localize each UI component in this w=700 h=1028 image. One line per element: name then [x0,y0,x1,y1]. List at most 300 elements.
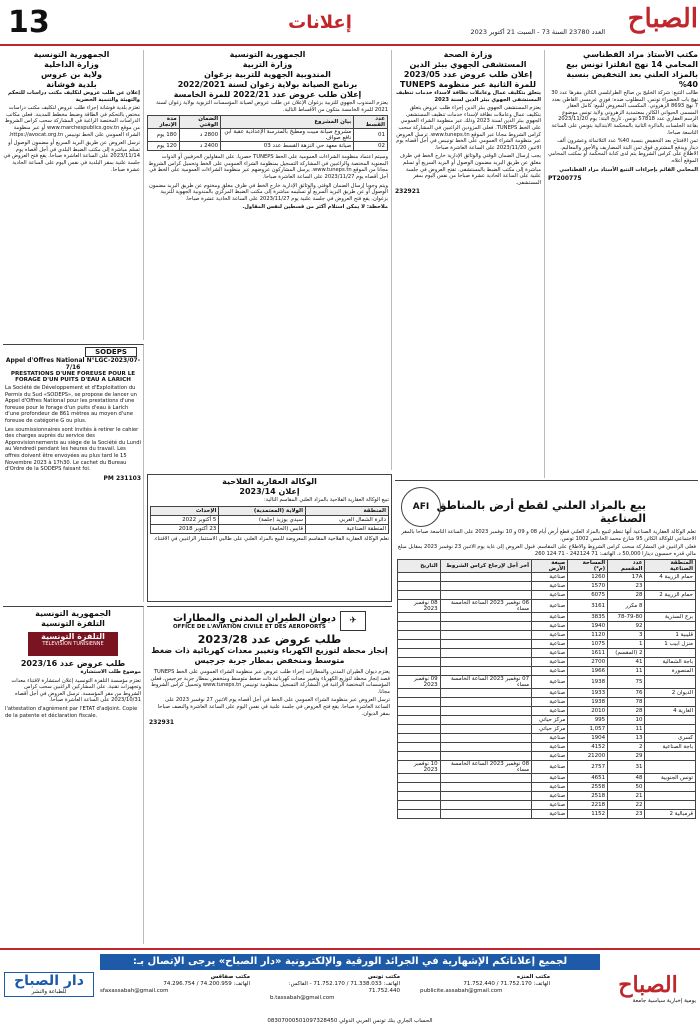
governorate: ولاية بن عروس [40,70,102,79]
table-cell: دائرة الشمال الغربي [305,515,388,524]
table-row [398,631,696,640]
organization: المستشفى الجهوي ببئر الدين [409,60,527,69]
ad-subtitle: يتعلق بتكليف عمال وعاملات نظافة لاسداء خدمات تنظيف المستشفى الجهوي ببئر الدين لسنة 2023 [396,90,541,103]
table-header: بيان المشروع [221,116,354,129]
afi-logo [401,487,441,527]
table-cell [398,752,441,761]
table-cell: 23 [608,810,645,819]
table-cell: صناعية [532,658,568,667]
table-cell: 22 [608,801,645,810]
table-cell [440,743,531,752]
table-cell: 1940 [568,622,608,631]
ad-title: بيع بالمزاد العلني لقطع أرض بالمناطق الصناعية [436,499,646,525]
table-cell: 1966 [568,667,608,676]
ad-ref: 232931 [149,719,175,727]
table-cell [398,698,441,707]
table-cell: صناعية [532,689,568,698]
table-row [398,600,696,613]
table-cell: مركز حياتي [532,716,568,725]
table-cell: 1260 [568,573,608,582]
footer-logo [600,972,696,1005]
table-cell [440,783,531,792]
oaca-tender-ad [147,606,392,944]
table-row [398,591,696,600]
table-cell: 23 [608,582,645,591]
lawyer-auction-ad [548,50,698,478]
table-row [398,774,696,783]
table-cell: الديوان 2 [645,689,696,698]
table-row [148,142,388,151]
ministry: وزارة الصحة [443,50,493,59]
ad-subtitle: إنجاز محطة لتوزيع الكهرباء وتغيير معدات كهربائية ذات ضغط متوسط ومنخفض بمطار جربة جرجيس [151,646,388,665]
ad-body: وسيتم اعتماد منظومة الشراءات العمومية على الخط TUNEPS حصريا. على المقاولين الحرفيين أو الذوات المعنوية المختصة والراغبين في المشاركة التسجيل بمنظومة الشراء العمومي على الخط وتحميل كراس الشروط مجانا من الموقع www.tuneps.tn. يرسل المشاركون عروضهم عبر منظومة الشراءات العمومية على الخط في أجل أقصاه يوم 2023/11/27 على الساعة العاشرة صباحا. [148,154,388,180]
office-title: مكتب تونس [368,974,400,980]
table-cell: 2218 [568,801,608,810]
table-cell: 1120 [568,631,608,640]
table-cell: 4651 [568,774,608,783]
table-cell [645,676,696,689]
ad-body: تعتزم مؤسسة التلفزة التونسية إعلان استشارة لاقتناء معدات وتجهيزات تقنية. على المشاركين الراغبين سحب كراس الشروط من مقر المؤسسة. ترسل العروض في أجل أقصاه 2023/10/31 على الساعة العاشرة صباحا. [11,677,141,704]
table-cell: صناعية [532,676,568,689]
table-cell [645,716,696,725]
table-cell [398,810,441,819]
table-cell: صناعية [532,743,568,752]
office-sfax [100,974,250,995]
table-cell: قرمبالية 2 [645,810,696,819]
program: برنامج الصيانة بولاية زغوان لسنة 2022/2021 [177,80,358,89]
table-cell: 75 [608,676,645,689]
table-cell: 995 [568,716,608,725]
table-row [398,582,696,591]
ad-title: Appel d'Offres National N°LGC-2023/07-7/16 [5,357,141,371]
table-cell [398,573,441,582]
logo-text: التلفزة التونسية [41,632,105,641]
ad-body-2: ثمن الافتتاح بعد التخفيض بنسبة 40% عدد الثلاثمائة وعشرون ألف دينار ويدفع المشتري فوق ثمن البتة المصاريف والأجور والمعاليم. الاطلاع على كراس الشروط يتم لدى كتابة المحكمة أو بمكتب المحامي الموقع أعلاه. [548,138,698,164]
table-cell: 23 أكتوبر 2018 [151,524,219,533]
ministry: وزارة الداخلية [44,60,99,69]
table-cell: كسرى [645,734,696,743]
table-cell [440,792,531,801]
table-cell [398,707,441,716]
television-tender-ad [3,606,144,944]
table-cell: قابس (الحامة) [219,524,306,533]
oaca-logo [149,611,390,631]
table-cell: 92 [608,622,645,631]
television-logo [28,632,118,656]
ad-title: إعلان عن طلب عروض لتكليف مكتب دراسات للتحكم والتهيئة والتنمية الحضرية [7,90,140,103]
logo-text-ar: ديوان الطيران المدني والمطارات [172,612,337,624]
logo-subtext: TELEVISION TUNISIENNE [42,641,104,647]
table-cell: 28 [608,591,645,600]
ad-body-2: ويتم وجوبا إرسال الضمان الوقتي والوثائق الإدارية خارج الخط في ظرف مغلق ومختوم عن طريق البريد مضمون الوصول أو عن طريق البريد السريع أو تسليمه مباشرة إلى مكتب الضبط المركزي بالمندوبية الجهوية للتربية بزغوان. يقع فتح العروض في جلسة علنية يوم 2023/11/27 على الساعة الحادية عشرة صباحا. [149,182,388,202]
table-cell [398,649,441,658]
table-cell [440,716,531,725]
ad-body-2: ترسل العروض عبر منظومة الشراء العمومي على الخط في أجل أقصاه يوم الاثنين 27 نوفمبر 2023 على الساعة العاشرة صباحا. يقع فتح العروض في جلسة علنية في نفس اليوم على الساعة العاشرة والنصف صباحا بمقر الديوان. [157,697,390,717]
table-cell: 1933 [568,689,608,698]
ad-body: طالب التتبع: شركة الخليج بن صالح الطرابلسي الكائن مقرها عدد 30 نهج باب الخضراء تونس. المطلوب ضده: فوزي عرمسي القاطن بعدد 7 نهج 8693 الزهروني. المكسب المعروض للبيع: كامل العقار المسمى الحيواني الكائن بمعتمدية الزهروني ولاية تونس موضوع الرسم العقاري عدد 57818 تونس. تاريخ البتة: يوم 2023/11/20 بقاعة الجلسات بالدائرة الثانية بالمحكمة الابتدائية بتونس على الساعة التاسعة صباحا. [551,90,698,136]
table-cell: 48 [608,774,645,783]
table-cell: تونس الجنوبية [645,774,696,783]
organization: التلفزة التونسية [41,619,105,628]
table-cell: صناعية [532,640,568,649]
deadline-cell: 08 نوفمبر 2023 الساعة الخامسة مساء [440,761,531,774]
table-cell: 21200 [568,752,608,761]
ad-ref: PM 231103 [103,474,141,482]
table-cell: 3835 [568,613,608,622]
table-cell: 2 (المقسم) [608,649,645,658]
sodeps-logo: SODEPS [85,347,137,357]
table-cell [440,613,531,622]
table-cell: 1075 [568,640,608,649]
table-row [398,676,696,689]
office-phones: الهاتف: 74.200.959 / 74.296.754 [163,981,250,987]
table-row [398,689,696,698]
office-title: مكتب المنزه [516,974,550,980]
table-cell: حمام الزريبة 2 [645,591,696,600]
table-cell: مركز حياتي [532,725,568,734]
ad-title: إعلان طلب عروض عدد 2023/05 للمرة الثانية عبر منظومة TUNEPS [400,70,536,89]
ad-body: تعتزم بلدية فوشانة إجراء طلب عروض لتكليف مكتب دراسات مختص بالتحكم في الطاقة وضبط مخطط للمدينة. فعلى مكاتب الدراسات المختصة الراغبة في المشاركة سحب كراس الشروط من موقع www.marchespublics.gov.tn أو عبر منظومة الشراء العمومي على الخط تونيبس https://avocat.org.tn. [4,105,140,138]
table-cell: 1904 [568,734,608,743]
table-header: الضمان الوقتي [179,116,220,129]
municipality: بلدية فوشانة [46,80,97,89]
table-cell: 1,057 [568,725,608,734]
logo-subtext: للطباعة والنشر [31,989,67,995]
table-cell [440,801,531,810]
table-header: مدة الإنجاز [148,116,180,129]
table-cell [440,734,531,743]
footer-band: لجميع إعلاناتكم الإشهارية في الجرائد الورقية والإلكترونية «دار الصباح» يرجى الإتصال بـ: [100,954,600,970]
ad-body-2: Les soumissionnaires sont invités à retirer le cahier des charges auprès du service des Approvisionnements au siège de la Société du Lundi au Vendredi pendant les heures du travail. Les offres doivent être envoyées au plus tard le 15 Novembre 2023 à 17h30. Le cachet du Bureau d'Ordre de la SODEPS faisant foi. [5,426,141,473]
table-cell: صناعية [532,698,568,707]
logo-text: AFI [412,502,430,512]
table-cell: 4152 [568,743,608,752]
table-cell: 1 [608,640,645,649]
table-row [398,734,696,743]
table-cell [398,725,441,734]
table-cell: 5 أكتوبر 2022 [151,515,219,524]
table-header: عدد المقسم [608,560,645,573]
table-cell: صناعية [532,761,568,774]
hospital-tender-ad [395,50,545,478]
table-cell: 10 [608,716,645,725]
parcels-table [397,559,696,819]
table-row [398,810,696,819]
table-cell: 09 نوفمبر 2023 [398,676,441,689]
ad-subtitle: PRESTATIONS D'UNE FOREUSE POUR LE FORAGE D'UN PUITS D'EAU A LARICH [10,371,136,383]
plane-icon: ✈ [340,611,366,631]
table-cell [645,761,696,774]
table-cell: صناعية [532,783,568,792]
table-cell [398,622,441,631]
ad-subtitle: تبيع الوكالة العقارية الفلاحية بالمزاد العلني المقاسم التالية: [264,497,389,503]
ad-body-2: يجب إرسال الضمان الوقتي والوثائق الإدارية خارج الخط في ظرف مغلق عن طريق البريد مضمون الوصول أو البريد السريع أو تسلم مباشرة إلى مكتب الضبط بالمستشفى. تفتح العروض في جلسة علنية على الساعة الحادية عشرة صباحا من نفس اليوم بمقر المستشفى. [399,153,541,186]
lots-table [147,115,388,151]
ad-body: تعلم الوكالة العقارية الفلاحية المقاسم المعروضة للبيع بالمزاد العلني على طالبي الاستثمار الراغبين في الاقتناء. [153,535,389,542]
table-cell: المنصورة [645,667,696,676]
ad-signature: المحامي القائم بإجراءات التتبع الأستاذ مراد الفطناسي [559,166,698,173]
page-number: 13 [8,8,50,38]
table-cell [645,752,696,761]
table-cell: منزل ابيب 1 [645,640,696,649]
education-tender-ad [147,50,392,470]
table-header: آخر أجل لإرجاع كراس الشروط [440,560,531,573]
ad-intro: يعتزم المندوب الجهوي للتربية بزغوان الإعلان عن طلب عروض لصيانة المؤسسات التربوية بولاية زغوان لسنة 2021 للمرة الخامسة متكون من الأقساط التالية. [156,100,388,113]
table-cell: 11 [608,667,645,676]
table-cell: 1152 [568,810,608,819]
table-cell: صناعية [532,622,568,631]
table-cell [440,698,531,707]
table-cell: 2558 [568,783,608,792]
table-cell [440,573,531,582]
table-header: عدد القسط [354,116,388,129]
table-row [398,613,696,622]
table-cell: المنطقة الصناعية [305,524,388,533]
publisher-logo [4,972,94,997]
table-cell [645,622,696,631]
republic: الجمهورية التونسية [35,609,111,618]
table-header: المساحة (م²) [568,560,608,573]
deadline-cell: 07 نوفمبر 2023 الساعة الخامسة مساء [440,676,531,689]
table-row [398,658,696,667]
table-row [398,716,696,725]
table-cell: باجة الصناعية [645,743,696,752]
table-cell: 78 [608,698,645,707]
table-row [398,667,696,676]
table-row [398,752,696,761]
ad-title: طلب عروض عدد 2023/28 [197,633,342,646]
office-email[interactable]: publicite.assabah@gmail.com [420,988,503,994]
table-cell: 10 نوفمبر 2023 [398,761,441,774]
table-cell: 2400 د [179,142,220,151]
table-row [398,761,696,774]
table-cell: 3 [608,631,645,640]
table-cell [645,792,696,801]
ad-ref: PT2007​75 [548,175,582,183]
table-row [398,649,696,658]
table-cell [398,631,441,640]
office-email[interactable]: b.tassabah@gmail.com [270,995,335,1001]
office-email[interactable]: sfaxassabah@gmail.com [100,988,169,994]
issue-line: العدد 23780 السنة 73 - السبت 21 أكتوبر 2023 [470,28,605,36]
table-cell: صناعية [532,613,568,622]
table-cell [398,582,441,591]
table-cell: 50 [608,783,645,792]
table-cell: صناعية [532,792,568,801]
table-cell [398,591,441,600]
newspaper-logo: الصباح [627,4,698,34]
ad-subtitle: موضوع طلب الاستشارة [80,669,141,675]
table-row [398,792,696,801]
office-phones: الهاتف: 71.752.170 / 71.752.440 [463,981,550,987]
logo-text: الصباح [618,972,678,998]
table-cell [440,591,531,600]
table-row [398,783,696,792]
table-cell [398,689,441,698]
ad-title: إعلان طلب عروض عدد 2022/21 للمرة الخامسة [173,90,362,99]
table-row [151,515,389,524]
ad-fr-line: l'attestation d'agrément par l'ETAT d'adjoint. Copie de la patente et déclaration fiscale. [5,705,138,719]
table-cell [398,783,441,792]
table-cell: صناعية [532,810,568,819]
table-cell [645,600,696,613]
table-cell [398,743,441,752]
table-cell: صناعية [532,707,568,716]
tagline: يومية إخبارية سياسية جامعة [632,998,696,1004]
table-cell [440,582,531,591]
table-cell [440,667,531,676]
table-cell: مشروع صيانة مبيت ومطبخ بالمدرسة الإعدادية عقبة ابن نافع صواف [221,129,354,142]
table-cell: 180 يوم [148,129,180,142]
table-cell [398,801,441,810]
office-phones: الهاتف: 71.338.033 / 71.752.170 - الفاكس: 71.752.440 [288,981,400,994]
sodeps-tender-ad [3,344,144,602]
table-cell: قليبية 1 [645,631,696,640]
table-cell [398,792,441,801]
table-cell: 2757 [568,761,608,774]
ad-note: ملاحظة: لا يمكن استلام أكثر من قسطين لنفس المقاول. [242,204,388,211]
table-row [148,129,388,142]
table-header: الولاية (المعتمدية) [219,506,306,515]
table-cell: 13 [608,734,645,743]
table-cell: باجة الشمالية [645,658,696,667]
table-row [398,801,696,810]
table-cell: 08 نوفمبر 2023 [398,600,441,613]
table-row [398,622,696,631]
table-cell: 1570 [568,582,608,591]
table-row [398,707,696,716]
office-title: مكتب صفاقس [210,974,250,980]
table-cell [440,810,531,819]
table-cell: صناعية [532,774,568,783]
table-cell [440,649,531,658]
table-cell [440,725,531,734]
table-cell [398,658,441,667]
table-cell [645,783,696,792]
table-cell: 17A [608,573,645,582]
ad-title: إعلان 2023/14 [239,487,300,496]
ad-ref: 232921 [395,188,421,196]
table-cell: 3161 [568,600,608,613]
table-row [151,524,389,533]
table-cell: 29 [608,752,645,761]
table-cell: صناعية [532,631,568,640]
organization: الوكالة العقارية الفلاحية [222,477,317,486]
table-cell: 11 [608,725,645,734]
ministry: وزارة التربية [242,60,293,69]
table-cell [440,640,531,649]
table-cell: 2800 د [179,129,220,142]
table-row [398,640,696,649]
table-cell [398,667,441,676]
republic: الجمهورية التونسية [229,50,306,59]
table-row [398,743,696,752]
bank-account: الحساب الجاري بنك تونس العربي الدولي 08307000501097328450 [267,1018,433,1024]
table-cell [440,658,531,667]
ad-title: طلب عروض عدد 2023/16 [20,659,126,668]
table-cell: صناعية [532,801,568,810]
table-cell: الغارية 4 [645,707,696,716]
table-cell [440,774,531,783]
table-cell: 31 [608,761,645,774]
table-header: صبغة الأرض [532,560,568,573]
ad-title: مكتب الأستاذ مراد الفطناسي المحامي 14 نهج انقلترا تونس بيع بالمزاد العلني بعد التخفيض بنسبة 40% [566,50,698,89]
table-row [398,725,696,734]
table-cell [645,649,696,658]
table-cell: صناعية [532,582,568,591]
section-title: إعلانات [288,12,352,33]
table-cell [645,725,696,734]
ad-body-2: ترسل العروض عن طريق البريد السريع أو مضمون الوصول أو تسلم مباشرة إلى مكتب الضبط البلدي في أجل أقصاه يوم 2023/11/14 على الساعة العاشرة صباحا. يقع فتح العروض في جلسة علنية بمقر البلدية في نفس اليوم على الساعة الحادية عشرة صباحا. [3,140,140,173]
table-cell [645,801,696,810]
table-cell: صناعية [532,649,568,658]
table-cell: 1938 [568,676,608,689]
industrial-land-auction-ad [395,480,698,944]
table-cell: 02 [354,142,388,151]
table-cell: 2518 [568,792,608,801]
table-cell: 41 [608,658,645,667]
table-cell: 2 [608,743,645,752]
table-cell [398,640,441,649]
table-cell: 8 مكرر [608,600,645,613]
ad-intro: تعلم الوكالة العقارية الصناعية أنها تنظم لتبيع بالمزاد العلني قطع أرض أيام 08 و 09 و 10 نوفمبر 2023 على الساعة التاسعة صباحا بالمقر الاجتماعي للوكالة الكائن 95 شارع محمد الخامس 1002 تونس. [401,529,696,542]
table-header: الإحداث [151,506,219,515]
table-cell: سيدي بوزيد (جلمة) [219,515,306,524]
table-cell [440,631,531,640]
table-cell: 1938 [568,698,608,707]
table-cell: صناعية [532,573,568,582]
table-cell: برج السدرية [645,613,696,622]
table-cell: صناعية [532,667,568,676]
table-cell: حمام الزريبة 4 [645,573,696,582]
table-cell: صناعية [532,734,568,743]
table-cell: 01 [354,129,388,142]
office-menzah [420,974,550,995]
table-cell [440,752,531,761]
page-footer [0,948,700,1028]
direction: المندوبية الجهوية للتربية بزغوان [204,70,331,79]
table-header: التاريخ [398,560,441,573]
ad-body: La Société de Développement et d'Exploitation du Permis du Sud «SODEPS», se propose de lancer un Appel d'Offres National pour les prestations d'une foreuse pour le forage d'un puits d'eau à Larich d'une profondeur de 861 mètres au moyen d'une foreuse de catégorie G ou plus. [5,385,137,424]
ad-body: يعتزم المستشفى الجهوي ببئر الدين إجراء طلب عروض يتعلق بتكليف عمال وعاملات نظافة لإسداء خدمات تنظيف المستشفى الجهوي ببئر الدين لسنة 2023 وذلك عبر منظومة الشراء العمومي على الخط TUNEPS. فعلى المزودين الراغبين في المشاركة سحب كراس الشروط مجانا عبر الموقع www.tuneps.tn. ترسل العروض عبر منظومة الشراء العمومي على الخط تونيبس في أجل أقصاه يوم الاثنين 2023/11/20 على الساعة العاشرة صباحا. [396,105,541,151]
republic: الجمهورية التونسية [33,50,110,59]
table-row [398,698,696,707]
agricultural-land-agency-ad [147,474,392,602]
table-cell: صناعية [532,591,568,600]
parcels-table [150,506,389,534]
table-header: المنطقة [305,506,388,515]
municipality-tender-ad [3,50,144,340]
deadline-cell: 06 نوفمبر 2023 الساعة الخامسة مساء [440,600,531,613]
table-cell: صناعية [532,752,568,761]
table-cell: 120 يوم [148,142,180,151]
table-cell: 21 [608,792,645,801]
table-cell [398,774,441,783]
table-cell [398,613,441,622]
table-cell [398,716,441,725]
table-header: المنطقة الصناعية [645,560,696,573]
table-cell: صناعية [532,600,568,613]
table-cell [440,707,531,716]
table-cell [440,622,531,631]
table-cell [645,698,696,707]
table-cell: 76 [608,689,645,698]
table-cell [645,582,696,591]
table-cell [440,689,531,698]
logo-text-fr: OFFICE DE L'AVIATION CIVILE ET DES AEROPORTS [172,623,326,630]
office-tunis [270,974,400,1002]
ad-body: يعتزم ديوان الطيران المدني والمطارات إجراء طلب عروض عبر منظومة الشراء العمومي على الخط TUNEPS قصد إنجاز محطة لتوزيع الكهرباء وتغيير معدات كهربائية ذات ضغط متوسط ومنخفض بمطار جربة جرجيس. فعلى المؤسسات المختصة الراغبة في المشاركة التسجيل بمنظومة تونيبس www.tuneps.tn وتحميل كراس الشروط مجانا. [150,669,390,695]
